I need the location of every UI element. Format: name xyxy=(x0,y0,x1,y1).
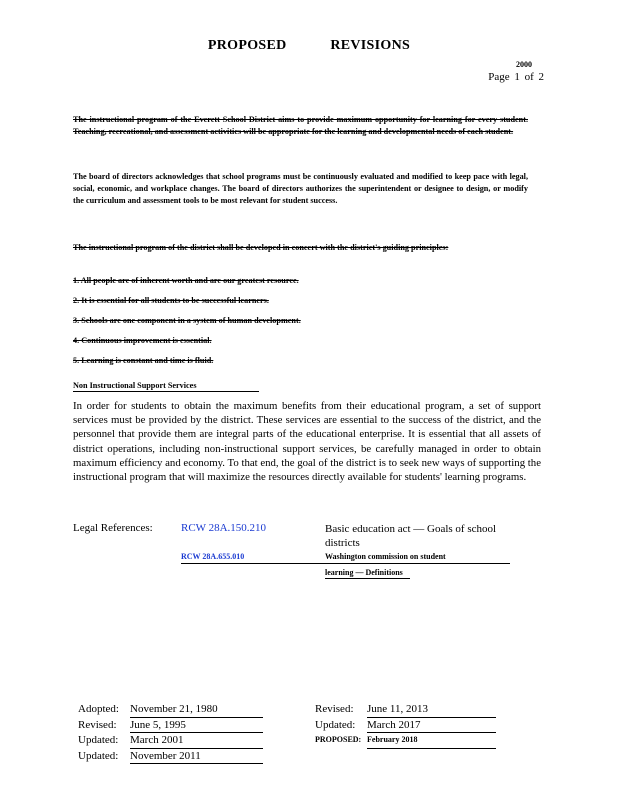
struck-paragraph-purpose: The instructional program of the Everett School District aims to provide maximum opportunity for learning for every student. Teaching, recreational, and assessment activities will be appropriate for the learning and developmental needs of each student. xyxy=(73,115,528,136)
history-row xyxy=(78,749,263,765)
rcw-description-continued: learning — Definitions xyxy=(325,568,403,577)
divider xyxy=(325,578,410,579)
history-row-proposed xyxy=(315,733,496,749)
page-number: Page 1 of 2 xyxy=(488,71,544,83)
rcw-link[interactable]: RCW 28A.655.010 xyxy=(181,552,245,561)
history-row xyxy=(78,718,263,734)
history-label: Revised: xyxy=(78,718,117,731)
divider xyxy=(181,563,510,564)
history-date: June 5, 1995 xyxy=(130,718,263,734)
history-label: PROPOSED: xyxy=(315,735,362,744)
history-date: February 2018 xyxy=(367,733,496,749)
history-label: Revised: xyxy=(315,703,354,715)
history-row xyxy=(315,718,496,734)
document-title: PROPOSED REVISIONS xyxy=(207,38,411,53)
principle-item: 3. Schools are one component in a system of human development. xyxy=(73,316,301,325)
history-label: Updated: xyxy=(78,749,119,762)
history-date: March 2017 xyxy=(367,718,496,734)
rcw-description: Washington commission on student xyxy=(325,552,446,561)
history-right xyxy=(315,702,496,749)
history-date: March 2001 xyxy=(130,733,263,749)
policy-code: 2000 xyxy=(516,60,532,69)
principle-item: 5. Learning is constant and time is fluid. xyxy=(73,356,214,365)
principle-item: 4. Continuous improvement is essential. xyxy=(73,336,212,345)
history-label: Updated: xyxy=(315,718,356,731)
history-label: Updated: xyxy=(78,734,119,746)
history-row xyxy=(315,702,496,718)
history-left xyxy=(78,702,263,764)
history-date: November 21, 1980 xyxy=(130,702,263,718)
section-body: In order for students to obtain the maximum benefits from their educational program, a set of support services must be provided by the district. These services are essential to the success of the district, and the personnel that provide them are integral parts of the educational enterprise. It is essential that all assets of district operations, including non-instructional support services, be carefully managed in order to obtain maximum efficiency and economy. To that end, the goal of the district is to seek new ways of supporting the instructional program that will maximize the resources directly available for students' learning programs. xyxy=(73,400,541,484)
board-paragraph: The board of directors acknowledges that school programs must be continuously evaluated and modified to keep pace with legal, social, economic, and workplace changes. The board of directors authorizes the superintendent or designee to design, or modify the curriculum and assessment tools to be most relevant for student success. xyxy=(73,172,528,205)
history-date: June 11, 2013 xyxy=(367,702,496,718)
history-date: November 2011 xyxy=(130,749,263,765)
principle-item: 1. All people are of inherent worth and are our greatest resource. xyxy=(73,276,299,285)
legal-references-label: Legal References: xyxy=(73,522,153,534)
struck-paragraph-principles-intro: The instructional program of the district shall be developed in concert with the district's guiding principles: xyxy=(73,243,449,252)
history-label: Adopted: xyxy=(78,703,119,715)
history-row xyxy=(78,733,263,749)
principle-item: 2. It is essential for all students to be successful learners. xyxy=(73,296,269,305)
section-heading: Non Instructional Support Services xyxy=(73,381,259,392)
rcw-link[interactable]: RCW 28A.150.210 xyxy=(181,522,267,534)
rcw-description: Basic education act — Goals of school districts xyxy=(325,523,497,549)
history-row xyxy=(78,702,263,718)
